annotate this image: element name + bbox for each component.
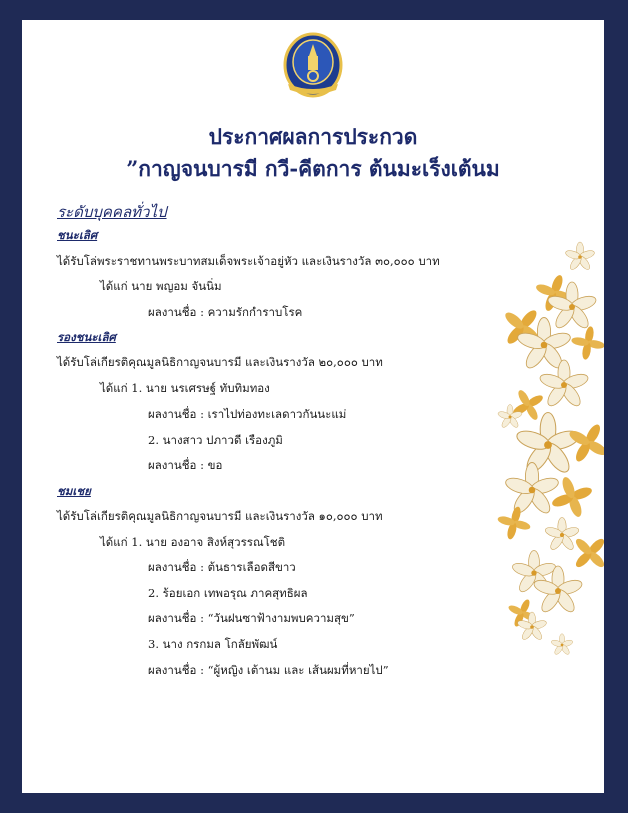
second-prize-work-1: ผลงานชื่อ : เราไปท่องทะเลดาวกันนะแม่	[148, 407, 347, 421]
foundation-logo	[280, 32, 346, 98]
first-prize-label: ชนะเลิศ	[57, 228, 98, 242]
first-prize-work: ผลงานชื่อ : ความรักกำราบโรค	[148, 305, 303, 319]
second-prize-work-2: ผลงานชื่อ : ขอ	[148, 458, 223, 472]
second-prize-winner-1: ได้แก่ 1. นาย นรเศรษฐ์ ทับทิมทอง	[100, 381, 270, 395]
second-prize-winner-2: 2. นางสาว ปภาวดี เรืองภูมิ	[148, 433, 283, 447]
second-prize-label: รองชนะเลิศ	[57, 330, 116, 344]
honorable-mention-winner-2: 2. ร้อยเอก เทพอรุณ ภาคสุทธิผล	[148, 586, 308, 600]
level-title: ระดับบุคคลทั่วไป	[57, 203, 167, 221]
announcement-page	[22, 20, 604, 793]
honorable-mention-work-3: ผลงานชื่อ : “ผู้หญิง เต้านม และ เส้นผมที่หายไป”	[148, 663, 389, 677]
contest-name: ”กาญจนบารมี กวี-คีตการ ต้นมะเร็งเต้นม	[126, 156, 500, 181]
honorable-mention-label: ชมเชย	[57, 484, 91, 498]
honorable-mention-winner-1: ได้แก่ 1. นาย องอาจ สิงห์สุวรรณโชติ	[100, 535, 286, 549]
honorable-mention-work-1: ผลงานชื่อ : ต้นธารเลือดสีขาว	[148, 560, 296, 574]
announcement-title: ประกาศผลการประกวด	[208, 124, 418, 149]
first-prize-winner: ได้แก่ นาย พญอม จันนิ่ม	[100, 279, 222, 293]
honorable-mention-winner-3: 3. นาง กรกมล โกลัยพัฒน์	[148, 637, 278, 651]
honorable-mention-description: ได้รับโล่เกียรติคุณมูลนิธิกาญจนบารมี และเงินรางวัล ๑๐,๐๐๐ บาท	[57, 509, 383, 523]
first-prize-description: ได้รับโล่พระราชทานพระบาทสมเด็จพระเจ้าอยู่หัว และเงินรางวัล ๓๐,๐๐๐ บาท	[57, 254, 440, 268]
honorable-mention-work-2: ผลงานชื่อ : “วันฝนซาฟ้างามพบความสุข”	[148, 611, 355, 625]
second-prize-description: ได้รับโล่เกียรติคุณมูลนิธิกาญจนบารมี และเงินรางวัล ๒๐,๐๐๐ บาท	[57, 355, 383, 369]
flower-decoration	[492, 235, 604, 655]
